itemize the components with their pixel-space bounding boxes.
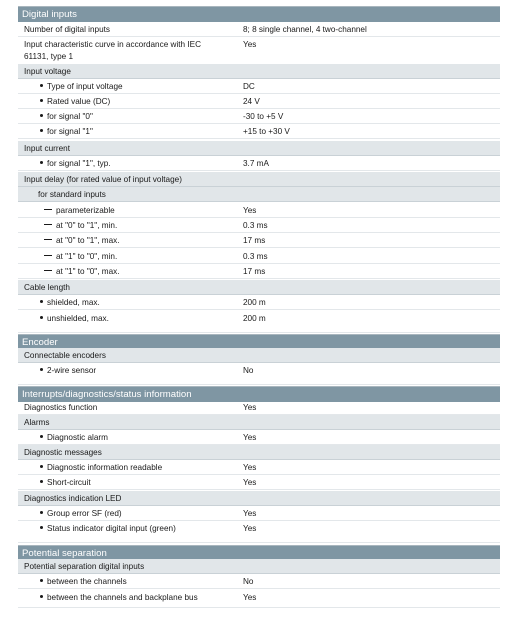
spec-label [18, 218, 237, 233]
spec-value: No [243, 577, 254, 586]
spec-value: 24 V [243, 97, 260, 106]
bullet-icon [40, 526, 43, 529]
bullet-icon [40, 511, 43, 514]
spec-row-group-error [18, 506, 500, 521]
subheader-label: Connectable encoders [24, 351, 106, 360]
spec-label [18, 233, 237, 248]
subheader-label: for standard inputs [38, 190, 106, 199]
spec-label-text: between the channels [47, 577, 127, 586]
spec-label-text: at "1" to "0", max. [56, 267, 120, 276]
spec-value: Yes [243, 463, 257, 472]
bullet-icon [40, 84, 43, 87]
spec-label-text: shielded, max. [47, 298, 100, 307]
spec-label [18, 94, 237, 109]
spec-label [18, 521, 237, 536]
spec-row-shielded [18, 295, 500, 310]
spec-label [18, 590, 237, 605]
spec-row-signal-0 [18, 109, 500, 124]
spec-row-channels-backplane [18, 590, 500, 608]
spec-value: No [243, 366, 254, 375]
spec-value: 17 ms [243, 236, 266, 245]
bullet-icon [40, 579, 43, 582]
spec-label [18, 109, 237, 124]
spec-label [18, 460, 237, 475]
spec-value: 0.3 ms [243, 221, 268, 230]
spec-value: Yes [243, 206, 257, 215]
spec-value: Yes [243, 433, 257, 442]
spec-value: Yes [243, 509, 257, 518]
spec-value: 200 m [243, 298, 266, 307]
spec-label [18, 124, 237, 139]
spec-row-status-indicator [18, 521, 500, 543]
spec-value: Yes [243, 593, 257, 602]
spec-label-text: unshielded, max. [47, 314, 109, 323]
subheader-standard-inputs [18, 187, 500, 202]
bullet-icon [40, 129, 43, 132]
bullet-icon [40, 368, 43, 371]
spec-row-diagnostic-alarm [18, 430, 500, 445]
spec-label [18, 203, 237, 218]
spec-row-short-circuit [18, 475, 500, 490]
subheader-diagnostics-led [18, 491, 500, 506]
subheader-input-delay [18, 172, 500, 187]
spec-label [18, 79, 237, 94]
spec-value: DC [243, 82, 255, 91]
section-title: Interrupts/diagnostics/status information [22, 389, 192, 400]
spec-row-delay-0-1-max [18, 233, 500, 248]
spec-label [18, 264, 237, 279]
spec-label-text: 2-wire sensor [47, 366, 97, 375]
spec-label: Number of digital inputs [24, 25, 111, 34]
spec-row-between-channels [18, 574, 500, 589]
spec-row-unshielded [18, 311, 500, 333]
spec-label-text: for signal "1" [47, 127, 93, 136]
spec-value: -30 to +5 V [243, 112, 284, 121]
spec-label [18, 295, 237, 310]
spec-row-diagnostic-information [18, 460, 500, 475]
subheader-label: Diagnostics indication LED [24, 494, 122, 503]
spec-row-delay-1-0-max [18, 264, 500, 279]
spec-label-text: Short-circuit [47, 478, 91, 487]
dash-icon [44, 255, 52, 256]
dash-icon [44, 270, 52, 271]
spec-label [18, 249, 237, 264]
spec-label-line-1: Input characteristic curve in accordance with IEC [24, 40, 202, 49]
dash-icon [44, 239, 52, 240]
subheader-label: Input current [24, 144, 70, 153]
spec-label: Diagnostics function [24, 403, 98, 412]
spec-label [18, 574, 237, 589]
section-title: Encoder [22, 337, 58, 348]
spec-label-text: Diagnostic alarm [47, 433, 108, 442]
subheader-label: Diagnostic messages [24, 448, 102, 457]
subheader-potential-separation-digital [18, 559, 500, 574]
subheader-diagnostic-messages [18, 445, 500, 460]
spec-label [18, 475, 237, 490]
spec-label-text: Status indicator digital input (green) [47, 524, 176, 533]
subheader-label: Input delay (for rated value of input voltage) [24, 175, 182, 184]
spec-label [18, 363, 237, 378]
spec-label-line-2: 61131, type 1 [24, 52, 74, 61]
spec-label-text: at "1" to "0", min. [56, 252, 118, 261]
spec-label-text: between the channels and backplane bus [47, 593, 198, 602]
subheader-input-voltage [18, 64, 500, 79]
spec-value: Yes [243, 524, 257, 533]
spec-row-delay-0-1-min [18, 218, 500, 233]
spec-label-text: Rated value (DC) [47, 97, 111, 106]
bullet-icon [40, 99, 43, 102]
spec-value: 17 ms [243, 267, 266, 276]
dash-icon [44, 224, 52, 225]
subheader-label: Alarms [24, 418, 50, 427]
spec-label [18, 506, 237, 521]
bullet-icon [40, 435, 43, 438]
spec-row-parameterizable [18, 203, 500, 218]
spec-value: Yes [243, 40, 257, 49]
subheader-label: Input voltage [24, 67, 71, 76]
spec-value: 8; 8 single channel, 4 two-channel [243, 25, 367, 34]
spec-row-type-of-voltage [18, 79, 500, 94]
spec-label-text: for signal "0" [47, 112, 93, 121]
bullet-icon [40, 316, 43, 319]
subheader-cable-length [18, 280, 500, 295]
dash-icon [44, 209, 52, 210]
spec-value: Yes [243, 478, 257, 487]
spec-label-text: Group error SF (red) [47, 509, 122, 518]
bullet-icon [40, 595, 43, 598]
spec-label [18, 311, 237, 326]
spec-row-signal-1 [18, 124, 500, 139]
subheader-label: Cable length [24, 283, 70, 292]
spec-row-rated-value [18, 94, 500, 109]
spec-value: 0.3 ms [243, 252, 268, 261]
section-title: Potential separation [22, 548, 107, 559]
spec-value: Yes [243, 403, 257, 412]
spec-row-delay-1-0-min [18, 249, 500, 264]
spec-label-text: for signal "1", typ. [47, 159, 111, 168]
bullet-icon [40, 480, 43, 483]
spec-label-text: Diagnostic information readable [47, 463, 163, 472]
spec-row-number-of-inputs [18, 22, 500, 37]
section-header-digital-inputs [18, 6, 500, 22]
spec-row-diagnostics-function [18, 400, 500, 415]
subheader-connectable-encoders [18, 348, 500, 363]
spec-label [18, 37, 237, 63]
subheader-input-current [18, 141, 500, 156]
spec-value: 3.7 mA [243, 159, 269, 168]
spec-label [18, 430, 237, 445]
spec-label [18, 156, 237, 171]
spec-value: +15 to +30 V [243, 127, 290, 136]
spec-label-text: Type of input voltage [47, 82, 123, 91]
bullet-icon [40, 114, 43, 117]
spec-row-current-signal-1 [18, 156, 500, 171]
spec-row-input-curve [18, 37, 500, 65]
spec-label-text: at "0" to "1", max. [56, 236, 120, 245]
section-title: Digital inputs [22, 9, 77, 20]
bullet-icon [40, 161, 43, 164]
spec-value: 200 m [243, 314, 266, 323]
subheader-label: Potential separation digital inputs [24, 562, 145, 571]
spec-label-text: at "0" to "1", min. [56, 221, 118, 230]
bullet-icon [40, 300, 43, 303]
spec-label-text: parameterizable [56, 206, 115, 215]
subheader-alarms [18, 415, 500, 430]
bullet-icon [40, 465, 43, 468]
spec-row-2-wire-sensor [18, 363, 500, 385]
